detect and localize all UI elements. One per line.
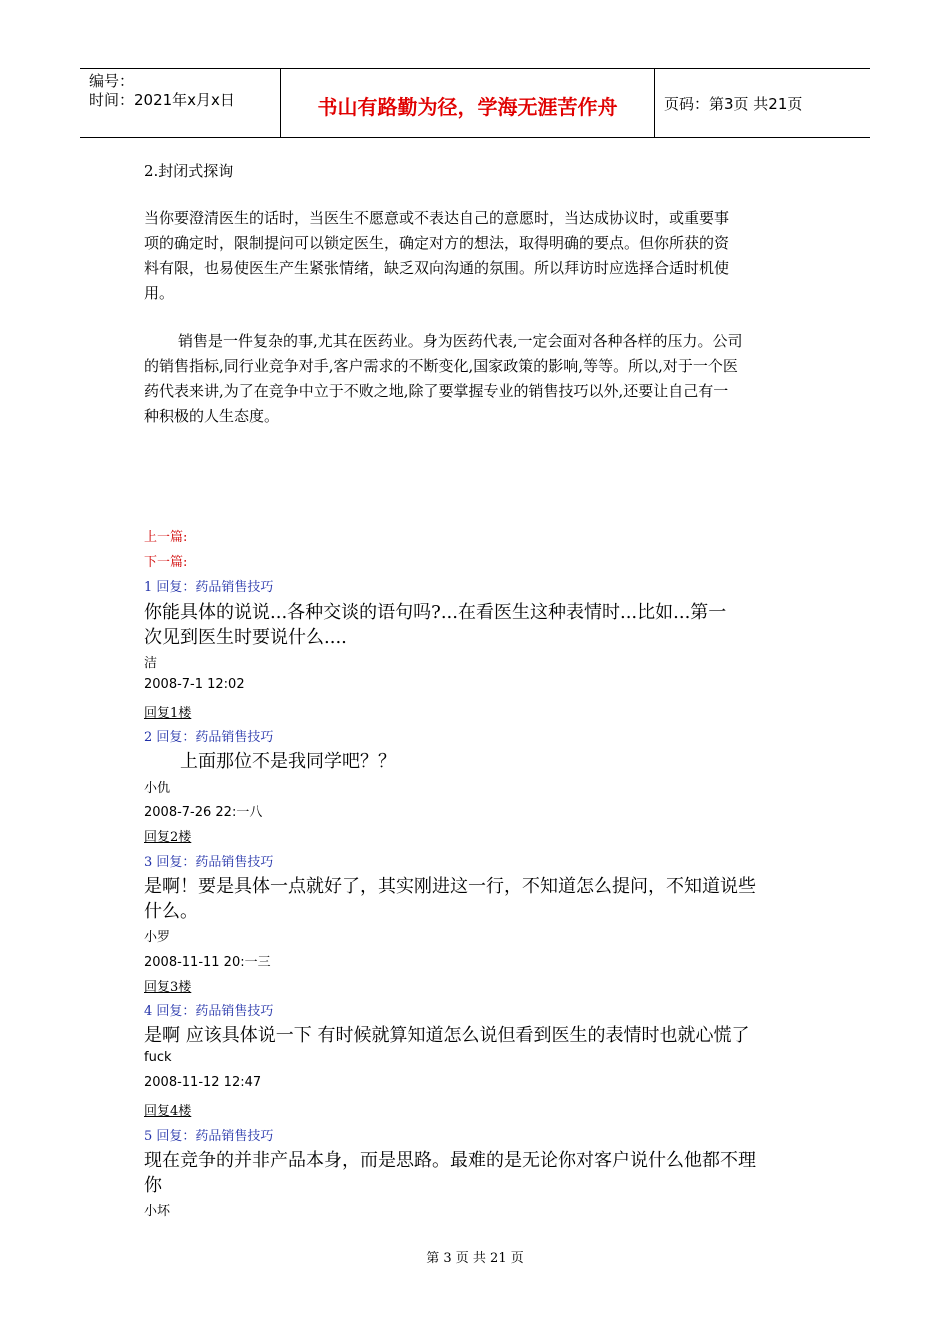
page-footer: 第 3 页 共 21 页 [426, 1251, 524, 1266]
reply-author: 小仇 [144, 781, 171, 796]
reply-content [144, 1023, 749, 1048]
reply-content-line: 上面那位不是我同学吧？？ [180, 751, 396, 772]
document-header [80, 68, 870, 138]
reply-link[interactable]: 回复3楼 [144, 980, 192, 995]
reply-heading[interactable]: 2 回复：药品销售技巧 [144, 730, 274, 745]
reply-content-line: 是啊！要是具体一点就好了，其实刚进这一行，不知道怎么提问，不知道说些 [144, 876, 756, 897]
reply-content-line: 什么。 [144, 901, 198, 922]
paragraph-line: 项的确定时，限制提问可以锁定医生，确定对方的想法，取得明确的要点。但你所获的资 [144, 234, 730, 252]
reply-time: 2008-11-11 20:一三 [144, 955, 271, 970]
paragraph-line: 销售是一件复杂的事,尤其在医药业。身为医药代表,一定会面对各种各样的压力。公司 [178, 332, 743, 350]
reply-content [144, 600, 726, 650]
paragraph-1 [144, 206, 729, 306]
reply-link[interactable]: 回复1楼 [144, 706, 192, 721]
reply-heading[interactable]: 3 回复：药品销售技巧 [144, 855, 274, 870]
reply-time: 2008-7-1 12:02 [144, 677, 245, 692]
paragraph-line: 种积极的人生态度。 [144, 407, 280, 425]
paragraph-line: 用。 [144, 284, 175, 302]
reply-content-line: 现在竞争的并非产品本身，而是思路。最难的是无论你对客户说什么他都不理 [144, 1150, 756, 1171]
reply-time: 2008-7-26 22:一八 [144, 805, 263, 820]
header-motto: 书山有路勤为径，学海无涯苦作舟 [317, 95, 618, 119]
header-meta [89, 72, 235, 110]
reply-heading[interactable]: 1 回复：药品销售技巧 [144, 580, 274, 595]
paragraph-line: 料有限，也易使医生产生紧张情绪，缺乏双向沟通的氛围。所以拜访时应选择合适时机使 [144, 259, 730, 277]
paragraph-line: 药代表来讲,为了在竞争中立于不败之地,除了要掌握专业的销售技巧以外,还要让自己有一 [144, 382, 729, 400]
time-label: 时间：2021年x月x日 [89, 91, 235, 109]
prev-article-link[interactable]: 上一篇: [144, 530, 188, 545]
header-divider [654, 69, 655, 137]
number-label: 编号： [89, 72, 135, 90]
reply-author: 小罗 [144, 930, 171, 945]
reply-content-line: 你能具体的说说...各种交谈的语句吗?...在看医生这种表情时...比如...第一 [144, 602, 727, 623]
reply-link[interactable]: 回复2楼 [144, 830, 192, 845]
next-article-link[interactable]: 下一篇: [144, 555, 188, 570]
reply-author: 小坏 [144, 1204, 171, 1219]
section-title: 2.封闭式探询 [144, 162, 234, 180]
reply-author: 洁 [144, 656, 158, 671]
paragraph-2 [144, 329, 743, 429]
reply-time: 2008-11-12 12:47 [144, 1075, 262, 1090]
reply-heading[interactable]: 5 回复：药品销售技巧 [144, 1129, 274, 1144]
reply-heading[interactable]: 4 回复：药品销售技巧 [144, 1004, 274, 1019]
reply-content-line: 你 [144, 1175, 162, 1196]
reply-author: fuck [144, 1050, 172, 1065]
reply-link[interactable]: 回复4楼 [144, 1104, 192, 1119]
reply-content-line: 次见到医生时要说什么.... [144, 627, 347, 648]
reply-content [144, 874, 756, 924]
header-page-label: 页码：第3页 共21页 [664, 95, 803, 113]
paragraph-line: 的销售指标,同行业竞争对手,客户需求的不断变化,国家政策的影响,等等。所以,对于一个医 [144, 357, 738, 375]
paragraph-line: 当你要澄清医生的话时，当医生不愿意或不表达自己的意愿时，当达成协议时，或重要事 [144, 209, 730, 227]
reply-content [144, 1148, 756, 1198]
reply-content [144, 749, 396, 774]
reply-content-line: 是啊 应该具体说一下 有时候就算知道怎么说但看到医生的表情时也就心慌了 [144, 1025, 750, 1046]
